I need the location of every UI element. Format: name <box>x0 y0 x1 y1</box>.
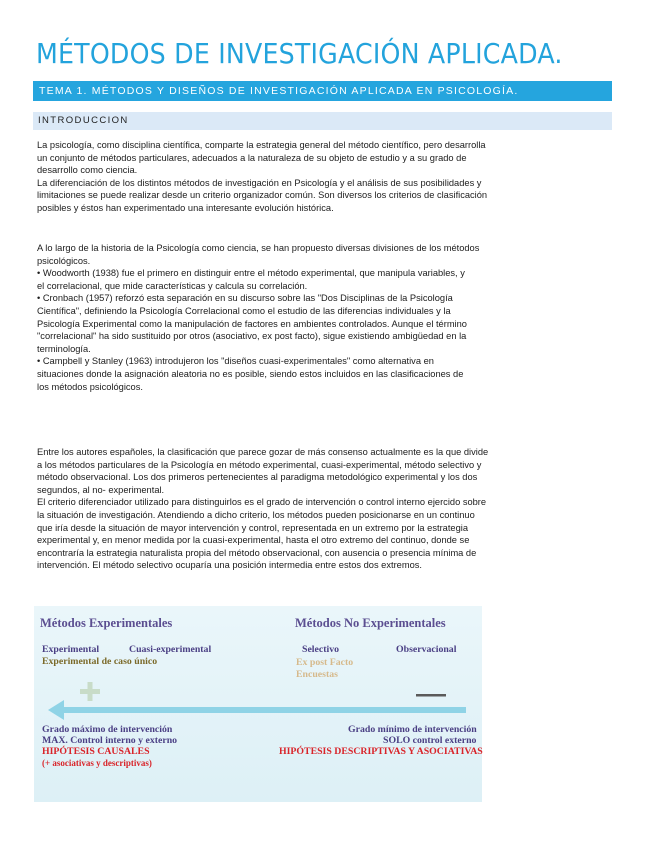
continuum-arrow-icon <box>48 700 466 720</box>
page-title: MÉTODOS DE INVESTIGACIÓN APLICADA. <box>36 38 563 70</box>
methods-continuum-figure <box>34 606 482 802</box>
label-grado-minimo: Grado mínimo de intervención <box>348 724 477 735</box>
label-caso-unico: Experimental de caso único <box>42 656 158 667</box>
section-heading: INTRODUCCION <box>33 112 612 130</box>
label-cuasi-experimental: Cuasi-experimental <box>129 644 212 655</box>
minus-sign-icon <box>416 694 446 697</box>
label-hipotesis-descriptivas: HIPÓTESIS DESCRIPTIVAS Y ASOCIATIVAS <box>279 746 483 757</box>
paragraph-classification: Entre los autores españoles, la clasificación que parece gozar de más consenso actualmente es la que divide a los métodos particulares de la Psicología en método experimental, cuasi-experimental, método selectivo y método observacional. Los dos primeros pertenecientes al paradigma metodológico experimental y los dos segundos, al no- experimental. El criterio diferenciador utilizado para distinguirlos es el grado de intervención o control interno ejercido sobre la situación de investigación. Atendiendo a dicho criterio, los métodos pueden posicionarse en un continuo que iría desde la situación de mayor intervención y control, representada en un extremo por la estrategia experimental y, en menor medida por la cuasi-experimental, hasta el otro extremo del continuo, donde se encontraría la estrategia naturalista propia del método observacional, con ausencia o presencia mínima de intervención. El método selectivo ocuparía una posición intermedia entre estos dos extremos. <box>37 447 489 571</box>
label-encuestas: Encuestas <box>296 669 338 680</box>
label-observacional: Observacional <box>396 644 457 655</box>
label-selectivo: Selectivo <box>302 644 339 655</box>
label-ex-post-facto: Ex post Facto <box>296 657 354 668</box>
tema-banner: TEMA 1. MÉTODOS Y DISEÑOS DE INVESTIGACIÓN APLICADA EN PSICOLOGÍA. <box>33 81 612 101</box>
label-experimental: Experimental <box>42 644 100 655</box>
label-max-control: MAX. Control interno y externo <box>42 735 178 746</box>
continuum-arrow-graphic <box>34 606 482 802</box>
non-experimental-methods-heading: Métodos No Experimentales <box>295 616 446 630</box>
label-hipotesis-causales: HIPÓTESIS CAUSALES <box>42 746 150 757</box>
paragraph-intro: La psicología, como disciplina científica, comparte la estrategia general del método científico, pero desarrolla un conjunto de métodos particulares, adecuados a la naturaleza de su objeto de estudio y a su grado de desarrollo como ciencia. La diferenciación de los distintos métodos de investigación en Psicología y el análisis de sus posibilidades y limitaciones se puede realizar desde un criterio organizador común. Son diversos los criterios de clasificación posibles y éstos han experimentado una interesante evolución histórica. <box>37 140 488 213</box>
label-solo-control: SOLO control externo <box>383 735 477 746</box>
plus-sign-icon-vertical <box>88 682 93 701</box>
label-asociativas-descriptivas: (+ asociativas y descriptivas) <box>42 758 152 768</box>
experimental-methods-heading: Métodos Experimentales <box>40 616 173 630</box>
paragraph-history: A lo largo de la historia de la Psicología como ciencia, se han propuesto diversas divisiones de los métodos psicológicos. • Woodworth (1938) fue el primero en distinguir entre el método experimental, que manipula variables, y el correlacional, que mide características y calcula su correlación. • Cronbach (1957) reforzó esta separación en su discurso sobre las "Dos Disciplinas de la Psicología Científica", definiendo la Psicología Correlacional como el estudio de las diferencias individuales y la Psicología Experimental como la manipulación de factores en ambientes controlados. Aunque el término "correlacional" ha sido sustituido por otros (asociativo, ex post facto), sigue existiendo ambigüedad en la terminología. • Campbell y Stanley (1963) introdujeron los "diseños cuasi-experimentales" como alternativa en situaciones donde la asignación aleatoria no es posible, siendo estos incluidos en las clasificaciones de los métodos psicológicos. <box>37 243 480 392</box>
label-grado-maximo: Grado máximo de intervención <box>42 724 173 735</box>
